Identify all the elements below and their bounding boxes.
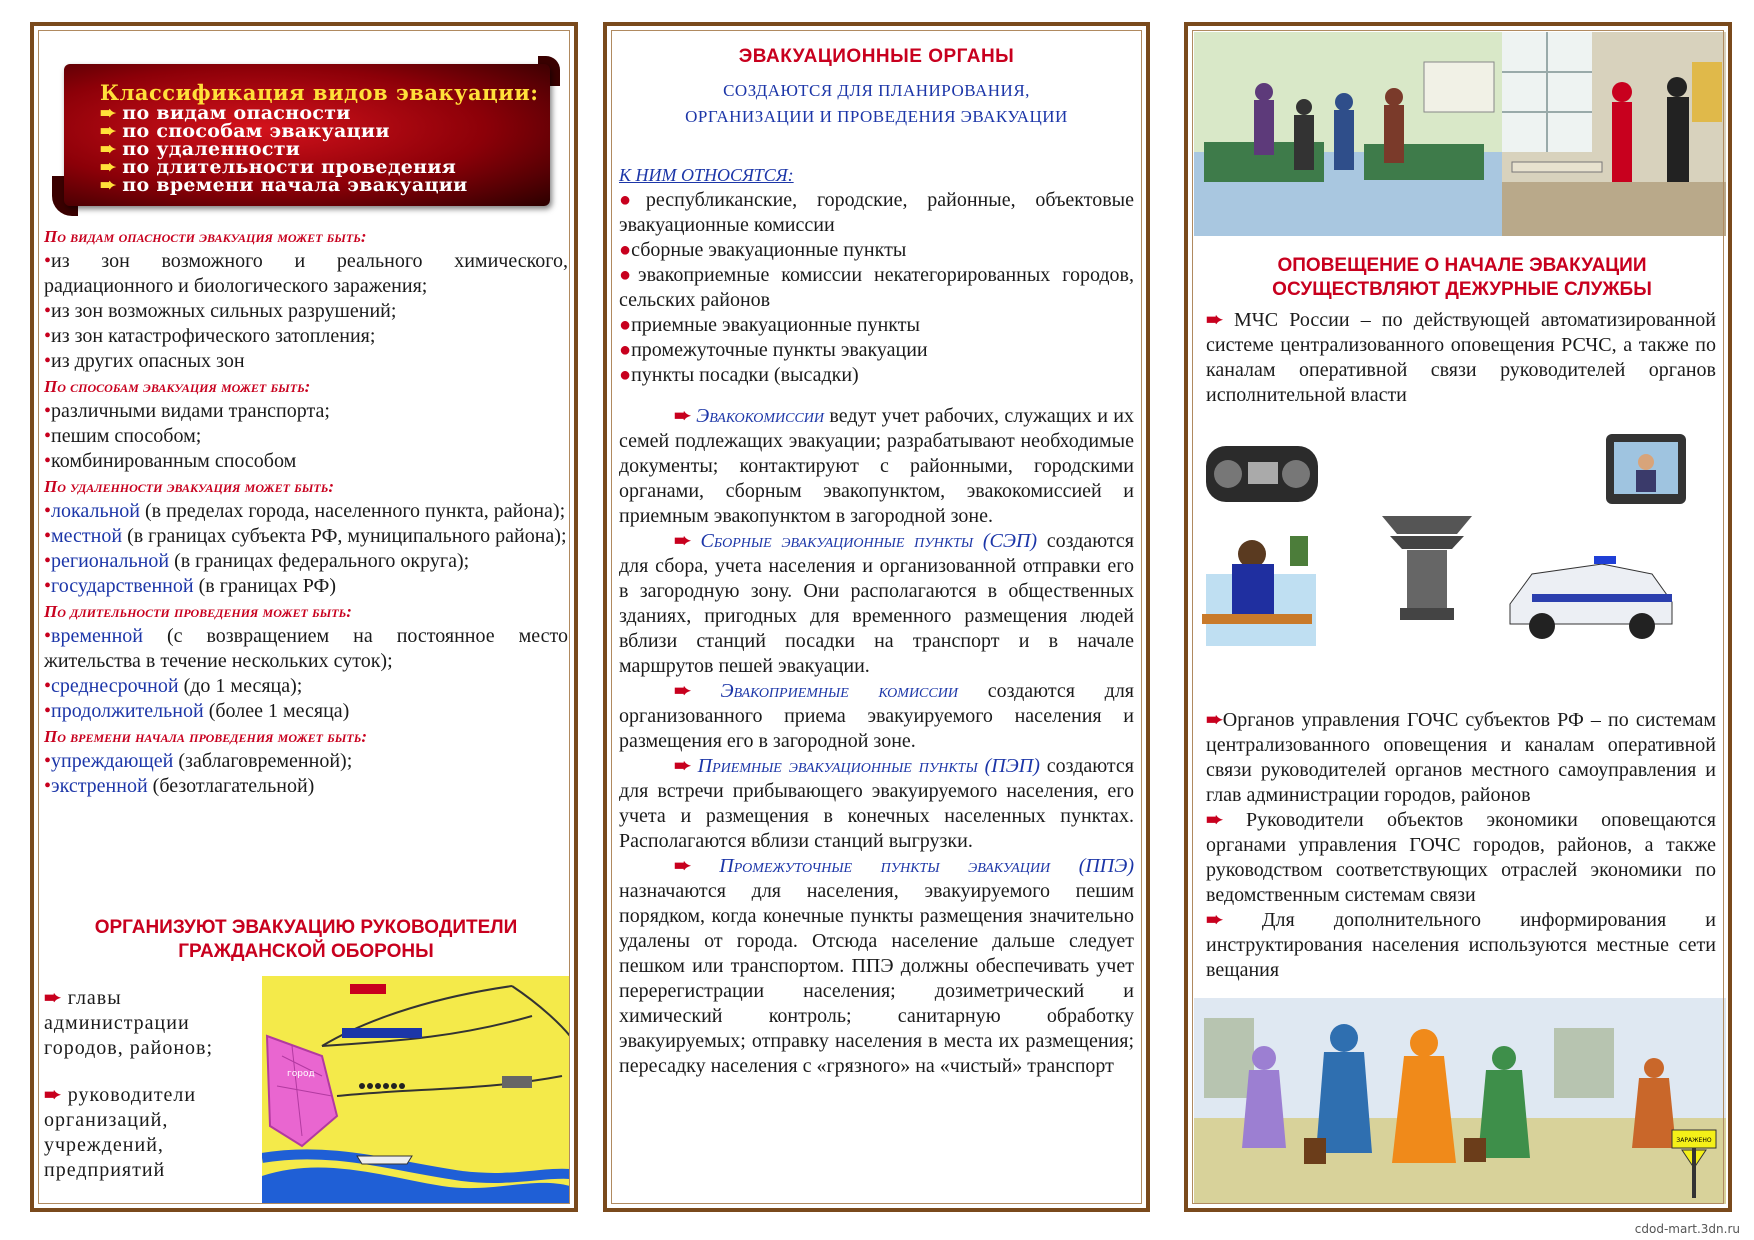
siren-icon	[1382, 516, 1472, 620]
list-item: •из зон возможных сильных разрушений;	[44, 300, 397, 322]
list-item: •из других опасных зон	[44, 350, 245, 372]
notification-devices	[1202, 424, 1726, 706]
paragraph: ➨ Эвакоприемные комиссии создаются для организованного приема эвакуируемого населения и размещения его в загородной зоне.	[619, 680, 1134, 752]
page-title: ЭВАКУАЦИОННЫЕ ОРГАНЫ	[738, 46, 1015, 67]
school-evacuation-photo	[1502, 32, 1726, 236]
section-heading: По видам опасности эвакуация может быть:	[44, 227, 367, 246]
banner-item: ➨ по способам эвакуации	[100, 120, 390, 142]
paragraph: ➨ Приемные эвакуационные пункты (ПЭП) создаются для встречи прибывающего эвакуируемого населения, его учета и размещения в конечных населенных пунктах. Располагаются вблизи станций выгрузки.	[619, 755, 1134, 852]
evac-bodies-descriptions	[619, 404, 1134, 1079]
list-item: •местной (в границах субъекта РФ, муниципального района);	[44, 525, 567, 547]
paragraph: ➨ Для дополнительного информирования и инструктирования населения используются местные сети вещания	[1206, 909, 1716, 981]
watermark: cdod-mart.3dn.ru	[1634, 1222, 1740, 1236]
notification-p1: ➨ МЧС России – по действующей автоматизированной системе централизованного оповещения РСЧС, а также по каналам оперативной связи руководителей органов исполнительной власти	[1206, 309, 1717, 406]
evacuation-point-illustration	[1194, 32, 1502, 236]
operator-illustration	[1202, 536, 1316, 646]
list-item: •из зон возможного и реального химического, радиационного и биологического заражения;	[44, 250, 568, 297]
banner-item: ➨ по удаленности	[100, 138, 301, 160]
police-car-icon	[1510, 556, 1672, 639]
classification-banner	[52, 56, 560, 216]
list-heading: К НИМ ОТНОСЯТСЯ:	[619, 165, 794, 185]
list-item: •упреждающей (заблаговременной);	[44, 750, 353, 772]
notification-title: ОПОВЕЩЕНИЕ О НАЧАЛЕ ЭВАКУАЦИИ ОСУЩЕСТВЛЯЮТ ДЕЖУРНЫЕ СЛУЖБЫ	[1272, 255, 1652, 300]
sign-text: ЗАРАЖЕНО	[1676, 1137, 1712, 1144]
list-item: ➨ руководители организаций, учреждений, предприятий	[44, 1084, 197, 1181]
section-heading: По удаленности эвакуация может быть:	[44, 477, 335, 496]
list-item: ●республиканские, городские, районные, объектовые эвакуационные комиссии	[619, 189, 1134, 236]
evacuation-map-image	[262, 976, 570, 1204]
list-item: •экстренной (безотлагательной)	[44, 775, 315, 797]
list-item: •государственной (в границах РФ)	[44, 575, 336, 597]
evacuees-illustration	[1194, 998, 1726, 1204]
paragraph: ➨ Руководители объектов экономики оповещаются органами управления ГОЧС городов, районов, а также руководством соответствующих отраслей экономики по ведомственным системам связи	[1206, 809, 1717, 906]
section-heading: По способам эвакуация может быть:	[44, 377, 311, 396]
list-item: •комбинированным способом	[44, 450, 297, 472]
tv-icon	[1606, 434, 1686, 504]
list-item: •региональной (в границах федерального округа);	[44, 550, 470, 572]
subtitle: СОЗДАЮТСЯ ДЛЯ ПЛАНИРОВАНИЯ, ОРГАНИЗАЦИИ И ПРОВЕДЕНИЯ ЭВАКУАЦИИ	[685, 81, 1068, 126]
section-heading: По времени начала проведения может быть:	[44, 727, 368, 746]
list-item: •пешим способом;	[44, 425, 202, 447]
classification-text	[44, 224, 568, 799]
banner-item: ➨ по видам опасности	[100, 102, 351, 124]
list-item: •локальной (в пределах города, населенного пункта, района);	[44, 500, 566, 522]
banner-item: ➨ по длительности проведения	[100, 156, 457, 178]
map-city-label: город	[287, 1069, 315, 1079]
paragraph: ➨Органов управления ГОЧС субъектов РФ – по системам централизованного оповещения и каналам оперативной связи руководителей органов местного самоуправления и глав администрации городов, районов	[1206, 709, 1716, 806]
org-list	[44, 986, 244, 1183]
paragraph: ➨ Промежуточные пункты эвакуации (ППЭ) назначаются для населения, эвакуируемого пешим порядком, когда конечные пункты размещения значительно удалены от города. Отсюда население дальше следует пешком или транспортом. ППЭ должны обеспечивать учет перерегистрации населения; дозиметрический и химический контроль; санитарную обработку эвакуируемых; отправку населения в места их размещения; пересадку населения с «грязного» на «чистый» транспорт	[619, 855, 1134, 1077]
panel-classification	[30, 22, 578, 1212]
evac-bodies-list	[619, 163, 1134, 388]
banner-item: ➨ по времени начала эвакуации	[100, 174, 468, 196]
list-item: •продолжительной (более 1 месяца)	[44, 700, 350, 722]
list-item: •из зон катастрофического затопления;	[44, 325, 376, 347]
paragraph: ➨ Эвакокомиссии ведут учет рабочих, служащих и их семей подлежащих эвакуации; разрабатывают необходимые документы; контактируют с районными, городскими органами, сборным эвакопунктом, эвакокомиссией и приемным эвакопунктом в загородной зоне.	[619, 405, 1134, 527]
list-item: •временной (с возвращением на постоянное место жительства в течение нескольких суток);	[44, 625, 568, 672]
panel-evacuation-bodies	[603, 22, 1150, 1212]
paragraph: ➨ Сборные эвакуационные пункты (СЭП) создаются для сбора, учета населения и организованной отправки его в загородную зону. Они располагаются в общественных зданиях, пригодных для временного размещения людей вблизи станций посадки на транспорт и в начале маршрутов пешей эвакуации.	[619, 530, 1134, 677]
banner-title: Классификация видов эвакуации:	[100, 80, 539, 105]
list-item: ●эвакоприемные комиссии некатегорированных городов, сельских районов	[619, 264, 1134, 311]
notification-paragraphs	[1206, 708, 1716, 983]
list-item: ●сборные эвакуационные пункты	[619, 239, 907, 261]
panel-notification	[1184, 22, 1732, 1212]
list-item: •различными видами транспорта;	[44, 400, 330, 422]
radio-icon	[1206, 446, 1318, 502]
list-item: •среднесрочной (до 1 месяца);	[44, 675, 303, 697]
section-heading: По длительности проведения может быть:	[44, 602, 352, 621]
list-item: ●промежуточные пункты эвакуации	[619, 339, 928, 361]
evac-bodies-header	[619, 46, 1134, 130]
list-item: ➨ главы администрации городов, районов;	[44, 987, 214, 1059]
list-item: ●приемные эвакуационные пункты	[619, 314, 920, 336]
org-title: ОРГАНИЗУЮТ ЭВАКУАЦИЮ РУКОВОДИТЕЛИ ГРАЖДАНСКОЙ ОБОРОНЫ	[94, 917, 518, 962]
list-item: ●пункты посадки (высадки)	[619, 364, 859, 386]
